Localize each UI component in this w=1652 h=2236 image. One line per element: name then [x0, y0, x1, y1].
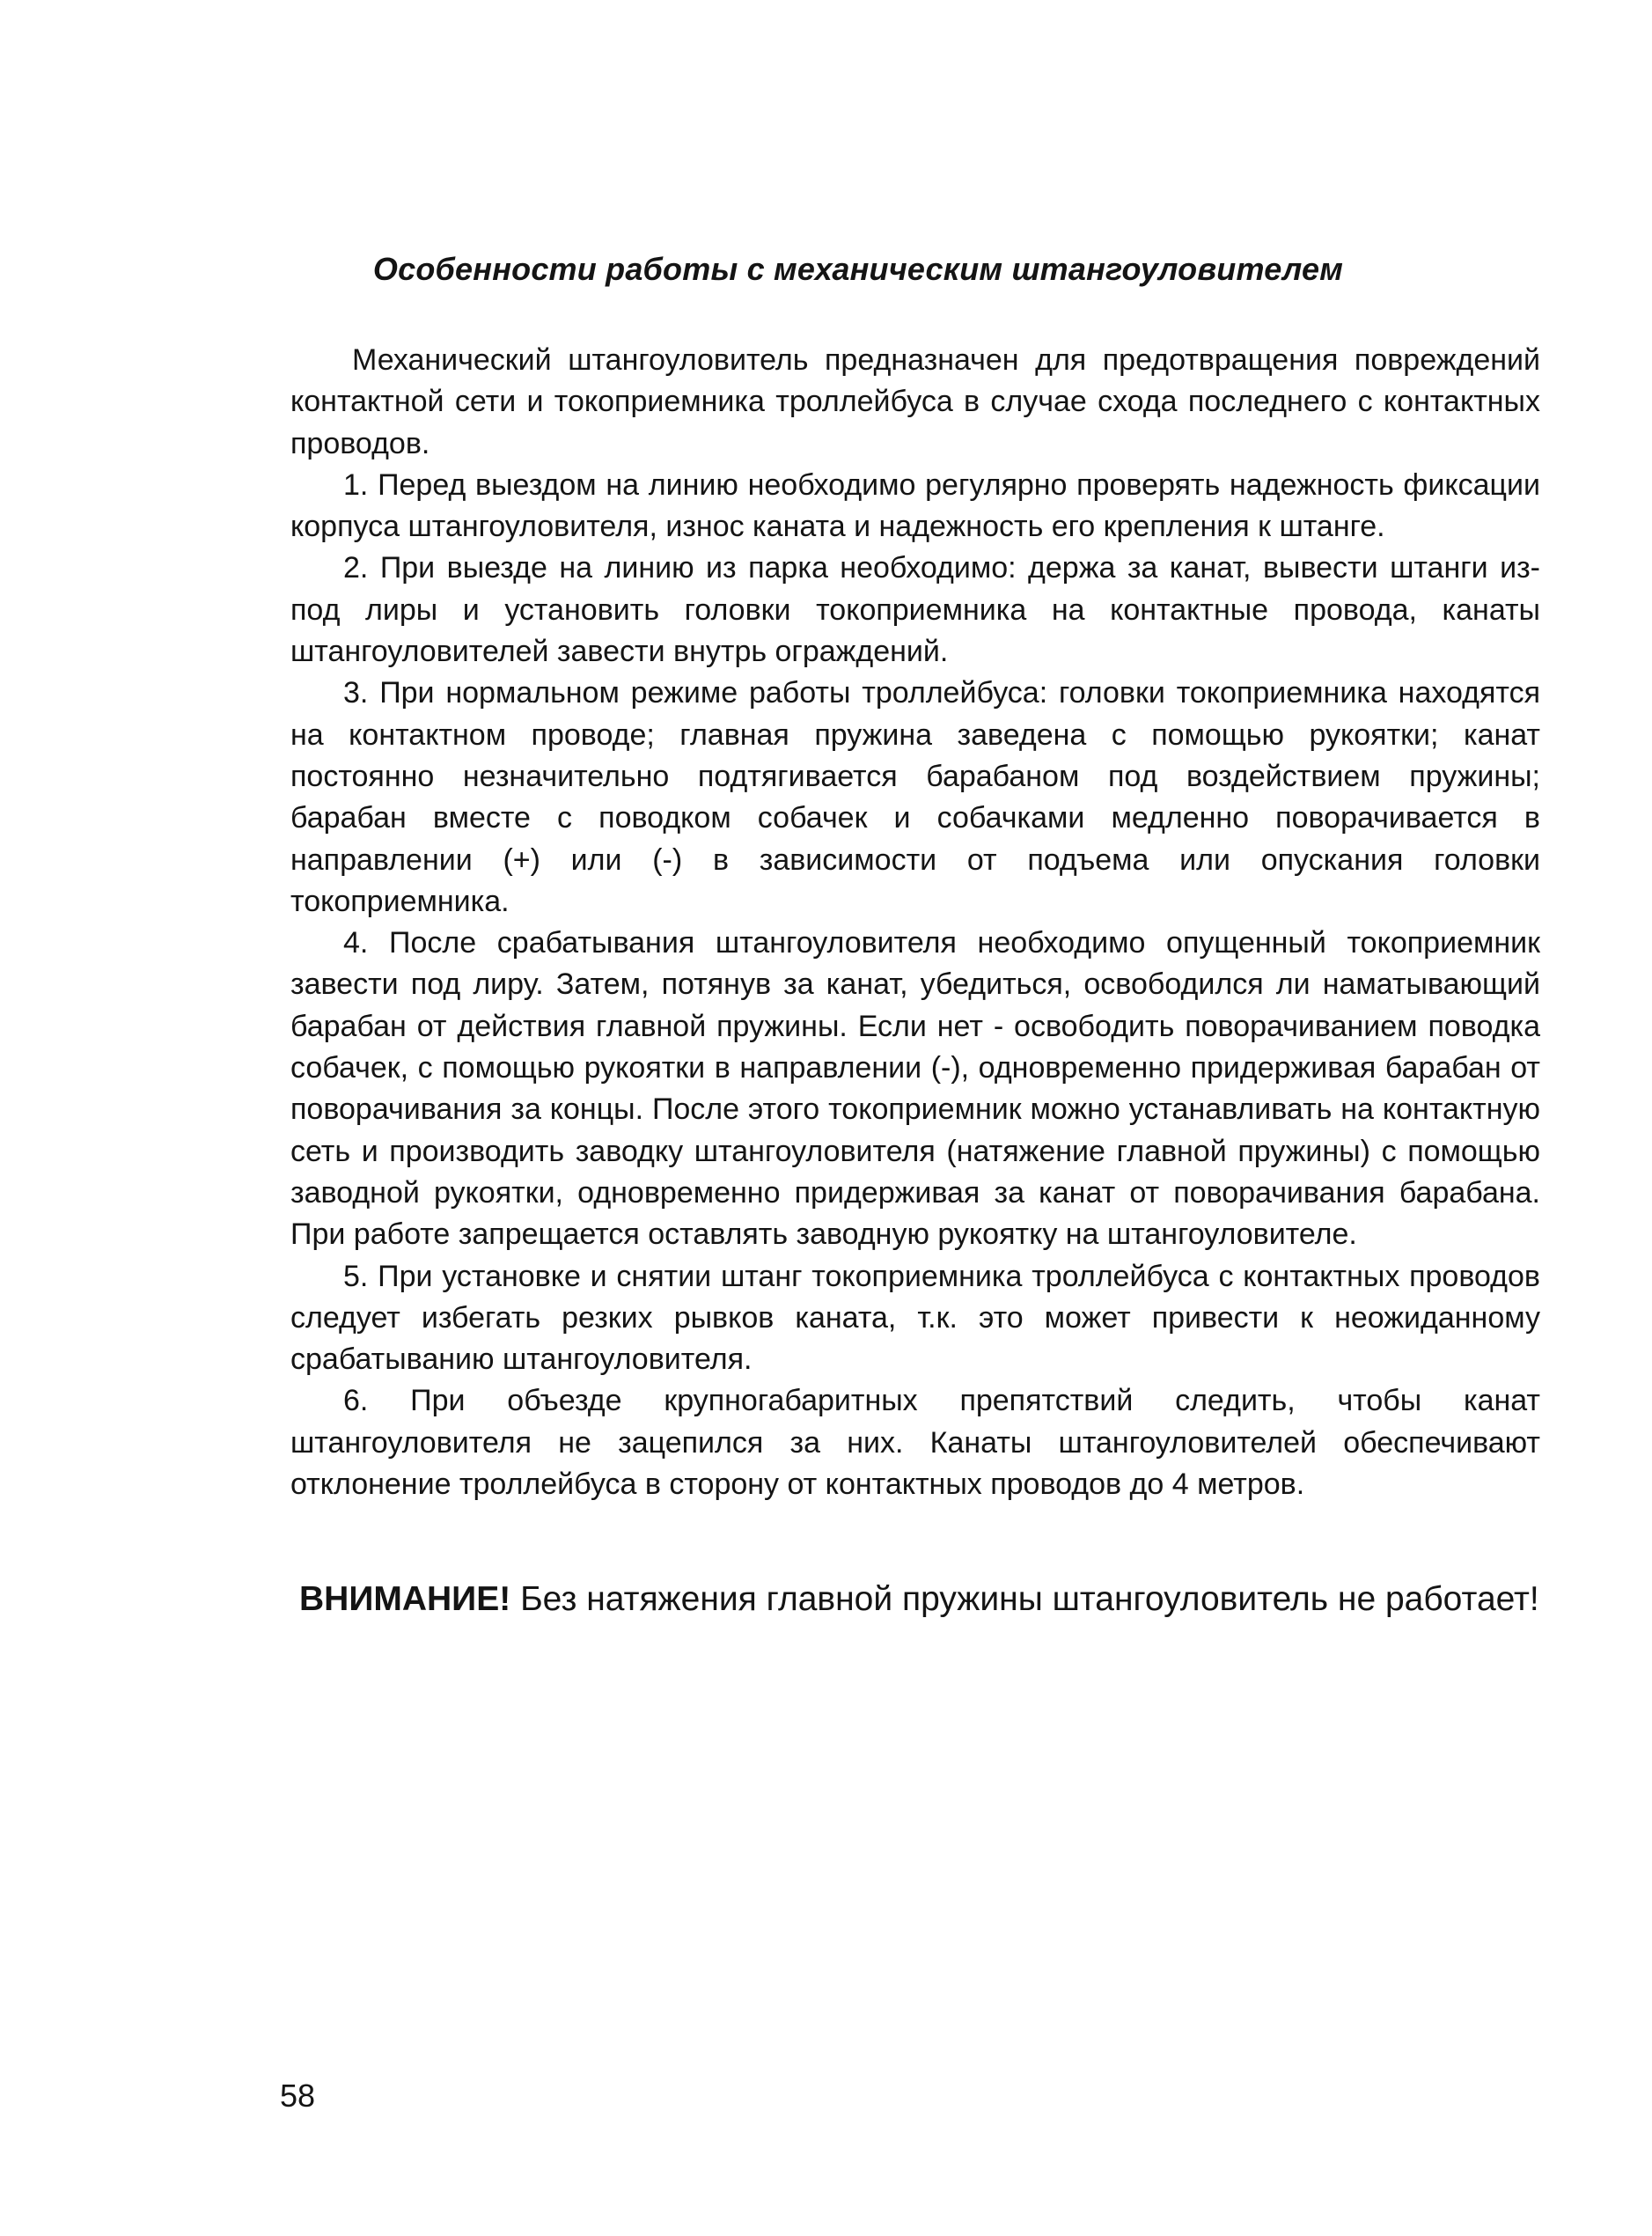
list-item	[290, 1256, 1540, 1381]
item-number: 4.	[343, 926, 369, 960]
document-body	[290, 340, 1540, 1505]
item-text: При нормальном режиме работы троллейбуса: головки токоприемника находятся на контактном проводе; главная пружина заведена с помощью рукоятки; канат постоянно незначительно подтягивается барабаном под воздействием пружины; барабан вместе с поводком собачек и собачками медленно поворачивается в направлении (+) или (-) в зависимости от подъема или опускания головки токоприемника.	[290, 676, 1540, 918]
item-number: 6.	[343, 1384, 369, 1418]
item-number: 2.	[343, 551, 369, 585]
list-item	[290, 923, 1540, 1255]
item-text: При выезде на линию из парка необходимо: держа за канат, вывести штанги из-под лиры и установить головки токоприемника на контактные провода, канаты штангоуловителей завести внутрь ограждений.	[290, 551, 1540, 669]
warning-label: ВНИМАНИЕ!	[299, 1580, 511, 1618]
list-item	[290, 548, 1540, 673]
item-number: 1.	[343, 467, 369, 502]
list-item	[290, 1380, 1540, 1505]
list-item	[290, 465, 1540, 548]
item-text: При объезде крупногабаритных препятствий следить, чтобы канат штангоуловителя не зацепился за них. Канаты штангоуловителей обеспечивают отклонение троллейбуса в сторону от контактных проводов до 4 метров.	[290, 1384, 1540, 1502]
item-text: При установке и снятии штанг токоприемника троллейбуса с контактных проводов следует избегать резких рывков каната, т.к. это может привести к неожиданному срабатыванию штангоуловителя.	[290, 1259, 1540, 1377]
list-item	[290, 673, 1540, 923]
item-text: После срабатывания штангоуловителя необходимо опущенный токоприемник завести под лиру. Затем, потянув за канат, убедиться, освободился ли наматывающий барабан от действия главной пружины. Если нет - освободить поворачиванием поводка собачек, с помощью рукоятки в направлении (-), одновременно придерживая барабан от поворачивания за концы. После этого токоприемник можно устанавливать на контактную сеть и производить заводку штангоуловителя (натяжение главной пружины) с помощью заводной рукоятки, одновременно придерживая за канат от поворачивания барабана. При работе запрещается оставлять заводную рукоятку на штангоуловителе.	[290, 926, 1541, 1252]
item-text: Перед выездом на линию необходимо регулярно проверять надежность фиксации корпуса штангоуловителя, износ каната и надежность его крепления к штанге.	[290, 467, 1540, 544]
page-number: 58	[280, 2078, 316, 2114]
page-title: Особенности работы с механическим штангоуловителем	[372, 251, 1344, 287]
warning-text: Без натяжения главной пружины штангоуловитель не работает!	[520, 1580, 1539, 1618]
intro-paragraph: Механический штангоуловитель предназначен для предотвращения повреждений контактной сети и токоприемника троллейбуса в случае схода последнего с контактных проводов.	[290, 343, 1540, 460]
item-number: 3.	[343, 676, 369, 710]
warning-notice	[299, 1580, 1549, 1619]
item-number: 5.	[343, 1259, 369, 1293]
